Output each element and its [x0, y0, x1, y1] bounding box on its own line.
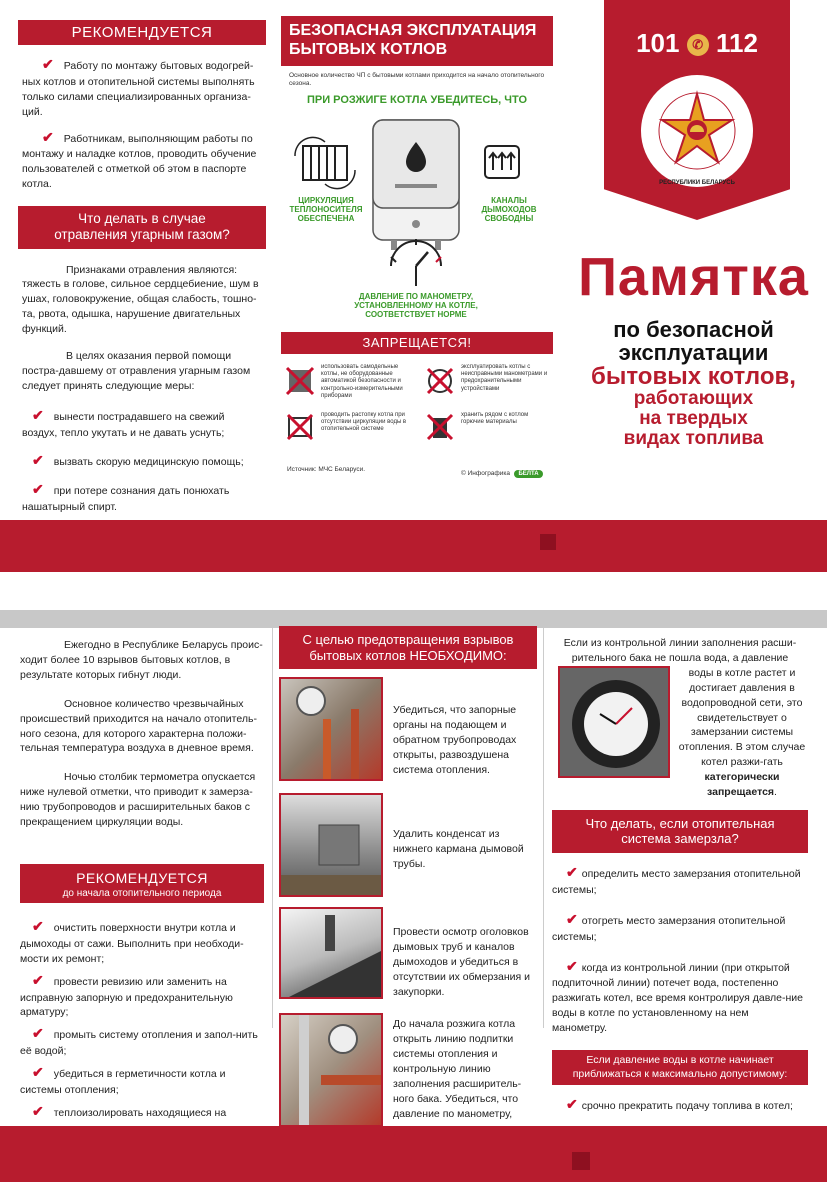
phone-numbers: 101 ✆ 112	[636, 28, 758, 58]
recommend-item: ✔ теплоизолировать находящиеся на	[32, 1102, 227, 1119]
chimney-caption: КАНАЛЫ ДЫМОХОДОВ СВОБОДНЫ	[481, 196, 537, 224]
chimney-icon	[485, 146, 519, 178]
chimney-photo	[279, 793, 383, 897]
checkmark-icon: ✔	[32, 917, 44, 934]
broken-gauge-forbidden-icon	[425, 366, 455, 396]
band-square	[540, 534, 556, 550]
forbid-item: использовать самодельные котлы, не оборудованные автоматикой безопасности и контрольно-измерительными приборами	[285, 362, 415, 404]
recommend-item: ✔ убедиться в герметичности котла и системы отопления;	[20, 1064, 226, 1096]
check-title: ПРИ РОЗЖИГЕ КОТЛА УБЕДИТЕСЬ, ЧТО	[306, 93, 528, 106]
divider-line	[272, 628, 273, 1028]
recommend-item: ✔ очистить поверхности внутри котла и дымоходы от сажи. Выполнить при необходи-мости их ремонт;	[20, 917, 244, 965]
prevent-header: С целью предотвращения взрывов бытовых котлов НЕОБХОДИМО:	[279, 626, 537, 669]
circulation-caption: ЦИРКУЛЯЦИЯ ТЕПЛОНОСИТЕЛЯ ОБЕСПЕЧЕНА	[289, 196, 363, 224]
radiator-icon	[295, 137, 355, 188]
recommend-header: РЕКОМЕНДУЕТСЯ	[18, 20, 266, 45]
checkmark-icon: ✔	[32, 1025, 44, 1042]
recommend-before-header: РЕКОМЕНДУЕТСЯ до начала отопительного периода	[20, 864, 264, 903]
step-row	[279, 907, 537, 1013]
credit: © Инфографика БЕЛТА	[461, 462, 543, 480]
recommend-item: ✔ промыть систему отопления и запол-нить её водой;	[20, 1025, 258, 1058]
intro-paragraph: Ночью столбик термометра опускается ниже нулевой отметки, что приводит к замерза-нию трубопроводов и расширительных баков с прекращением циркуляции воды.	[20, 771, 256, 829]
gauge-pipes-photo	[279, 1013, 383, 1127]
recommend-item: ✔ Работу по монтажу бытовых водогрей-ных котлов и отопительной системы выполнять только силами специализированных организа-ций.	[22, 56, 255, 118]
checkmark-icon: ✔	[566, 864, 578, 880]
gauge-text-side: воды в котле растет и достигает давления в водопроводной сети, это свидетельствует о замерзании системы отопления. В этом случае котел разжи-гать категорически запрещается.	[678, 666, 806, 799]
divider-line	[543, 628, 544, 1028]
intro-paragraph: Ежегодно в Республике Беларусь проис-ходит более 10 взрывов бытовых котлов, в результате которых гибнут люди.	[20, 639, 263, 681]
roof-photo	[279, 907, 383, 999]
checkmark-icon: ✔	[32, 451, 44, 468]
forbid-item: эксплуатировать котлы с неисправными манометрами и предохранительными устройствами	[425, 362, 551, 404]
poison-firstaid: В целях оказания первой помощи постра-давшему от отравления угарным газом следует принять следующие меры:	[22, 350, 251, 392]
poison-item: ✔ при потере сознания дать понюхать нашатырный спирт.	[22, 481, 230, 514]
forbid-item: хранить рядом с котлом горючие материалы	[425, 410, 551, 452]
bottom-page	[0, 598, 827, 1182]
emblem-icon	[638, 72, 756, 190]
bottom-col2	[279, 626, 537, 1143]
step-row	[279, 677, 537, 789]
poison-item: ✔ вызвать скорую медицинскую помощь;	[32, 451, 244, 468]
belta-logo: БЕЛТА	[514, 470, 542, 478]
gauge-text-top: Если из контрольной линии заполнения расши-рительного бака не пошла вода, а давление	[563, 637, 797, 664]
boiler-icon	[373, 120, 459, 250]
step-row	[279, 1013, 537, 1143]
band-square	[572, 1152, 590, 1170]
top-col2-infographic	[281, 16, 553, 486]
frozen-item: ✔ когда из контрольной линии (при открытой подпиточной линии) потечет вода, постепенно разжигать котел, все время контролируя давле-ние воды в котле по установленному на нем манометру.	[552, 957, 804, 1035]
top-footer-band	[0, 520, 827, 572]
step-row	[279, 793, 537, 907]
homemade-boiler-forbidden-icon	[285, 366, 315, 396]
top-page	[0, 0, 827, 578]
forbid-grid	[285, 362, 551, 452]
bottom-col3	[552, 636, 808, 1170]
recommend-item: ✔ Работникам, выполняющим работы по монтажу и наладке котлов, проводить обучение пользователей с отметкой об этом в паспорте котла.	[22, 128, 257, 191]
frozen-item: ✔ отогреть место замерзания отопительной системы;	[552, 910, 786, 943]
step-text: Убедиться, что запорные органы на подающем и обратном трубопроводах открыты, развоздушена система отопления.	[393, 704, 517, 776]
cover-panel	[566, 0, 827, 510]
infographic-title: БЕЗОПАСНАЯ ЭКСПЛУАТАЦИЯ БЫТОВЫХ КОТЛОВ	[281, 16, 553, 66]
pressure-item: ✔ срочно прекратить подачу топлива в котел;	[566, 1096, 793, 1113]
checkmark-icon: ✔	[32, 1064, 44, 1081]
checkmark-icon: ✔	[42, 128, 54, 145]
poison-symptoms: Признаками отравления являются: тяжесть в голове, сильное сердцебиение, шум в ушах, головокружение, общая слабость, тошно-та, рвота, одышка, нарушение двигательных функций.	[22, 263, 259, 336]
step-text: Провести осмотр оголовков дымовых труб и каналов дымоходов и убедиться в отсутствии их обмерзания и закупорки.	[393, 926, 530, 998]
source-note: Источник: МЧС Беларуси.	[287, 466, 366, 473]
checkmark-icon: ✔	[42, 56, 54, 72]
emblem-text-bottom: РЕСПУБЛИКИ БЕЛАРУСЬ	[659, 180, 735, 186]
top-col1	[18, 20, 266, 523]
checkmark-icon: ✔	[566, 1096, 578, 1113]
checkmark-icon: ✔	[32, 481, 44, 498]
no-circulation-forbidden-icon	[285, 412, 315, 442]
fuel-canister-forbidden-icon	[425, 412, 455, 442]
pressure-caption: ДАВЛЕНИЕ ПО МАНОМЕТРУ, УСТАНОВЛЕННОМУ НА КОТЛЕ, СООТВЕТСТВУЕТ НОРМЕ	[354, 292, 478, 320]
cover-title: Памятка	[578, 247, 809, 307]
frozen-item: ✔ определить место замерзания отопительной системы;	[552, 864, 801, 896]
checkmark-icon: ✔	[32, 406, 44, 423]
intro-paragraph: Основное количество чрезвычайных происшествий приходится на начало отопитель-ного сезона, для которого характерна положи-тельная температура воздуха в дневное время.	[20, 697, 257, 755]
pressure-header: Если давление воды в котле начинает приближаться к максимально допустимому:	[552, 1050, 808, 1085]
recommend-item: ✔ провести ревизию или заменить на исправную запорную и предохранительную арматуру;	[20, 971, 233, 1019]
frozen-header: Что делать, если отопительная система замерзла?	[552, 810, 808, 853]
step-text: Удалить конденсат из нижнего кармана дымовой трубы.	[393, 828, 524, 870]
checkmark-icon: ✔	[566, 957, 578, 974]
bottom-footer-band	[0, 1126, 827, 1182]
step-text: До начала розжига котла открыть линию подпитки системы отопления и контрольную линию заполнения расширитель-ного бака. Убедиться, что давление по манометру,	[393, 1018, 522, 1120]
forbid-header: ЗАПРЕЩАЕТСЯ!	[281, 332, 553, 354]
manometer-icon	[391, 239, 441, 286]
forbid-item: проводить растопку котла при отсутствии циркуляции воды в отопительной системе	[285, 410, 415, 452]
bottom-col1	[20, 638, 264, 1160]
valves-photo	[279, 677, 383, 781]
checkmark-icon: ✔	[32, 1102, 44, 1119]
infographic-intro: Основное количество ЧП с бытовыми котлами приходится на начало отопительного сезона.	[289, 72, 545, 87]
poison-item: ✔ вынести пострадавшего на свежий воздух, тепло укутать и не давать уснуть;	[22, 406, 225, 439]
phone-icon: ✆	[687, 34, 709, 56]
checkmark-icon: ✔	[566, 910, 578, 927]
manometer-photo	[558, 666, 670, 778]
poison-header: Что делать в случае отравления угарным газом?	[18, 206, 266, 248]
checkmark-icon: ✔	[32, 971, 44, 988]
cover-subtitle: по безопасной эксплуатации бытовых котлов, работающих на твердых видах топлива	[591, 317, 796, 450]
